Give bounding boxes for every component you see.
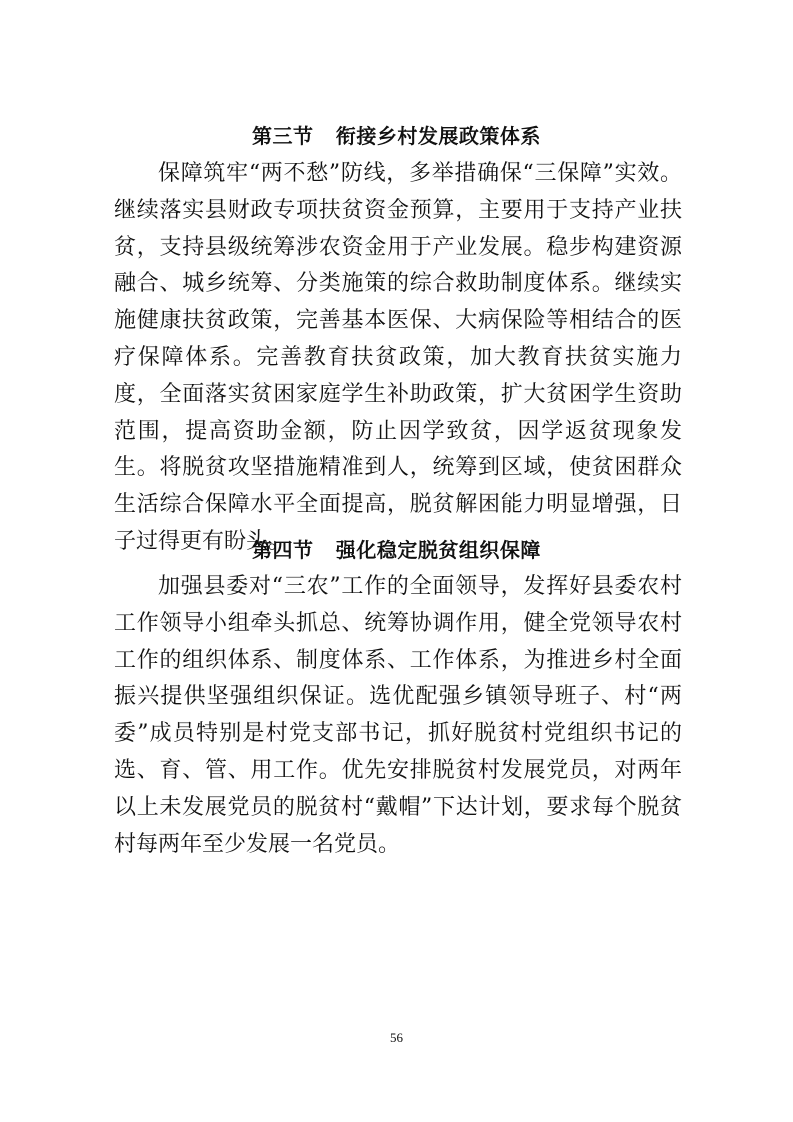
section-heading-4: 第四节 强化稳定脱贫组织保障 bbox=[252, 538, 541, 562]
page-number: 56 bbox=[390, 1030, 403, 1045]
section-4-paragraph: 加强县委对“三农”工作的全面领导，发挥好县委农村工作领导小组牵头抓总、统筹协调作用，健全党领导农村工作的组织体系、制度体系、工作体系，为推进乡村全面振兴提供坚强组织保证。选优配强乡镇领导班子、村“两委”成员特别是村党支部书记，抓好脱贫村党组织书记的选、育、管、用工作。优先安排脱贫村发展党员，对两年以上未发展党员的脱贫村“戴帽”下达计划，要求每个脱贫村每两年至少发展一名党员。 bbox=[114, 574, 682, 857]
section-3-paragraph: 保障筑牢“两不愁”防线，多举措确保“三保障”实效。继续落实县财政专项扶贫资金预算，主要用于支持产业扶贫，支持县级统筹涉农资金用于产业发展。稳步构建资源融合、城乡统筹、分类施策的综合救助制度体系。继续实施健康扶贫政策，完善基本医保、大病保险等相结合的医疗保障体系。完善教育扶贫政策，加大教育扶贫实施力度，全面落实贫困家庭学生补助政策，扩大贫困学生资助范围，提高资助金额，防止因学致贫，因学返贫现象发生。将脱贫攻坚措施精准到人，统筹到区域，使贫困群众生活综合保障水平全面提高，脱贫解困能力明显增强，日子过得更有盼头。 bbox=[114, 161, 682, 554]
section-heading-3: 第三节 衔接乡村发展政策体系 bbox=[252, 124, 541, 148]
